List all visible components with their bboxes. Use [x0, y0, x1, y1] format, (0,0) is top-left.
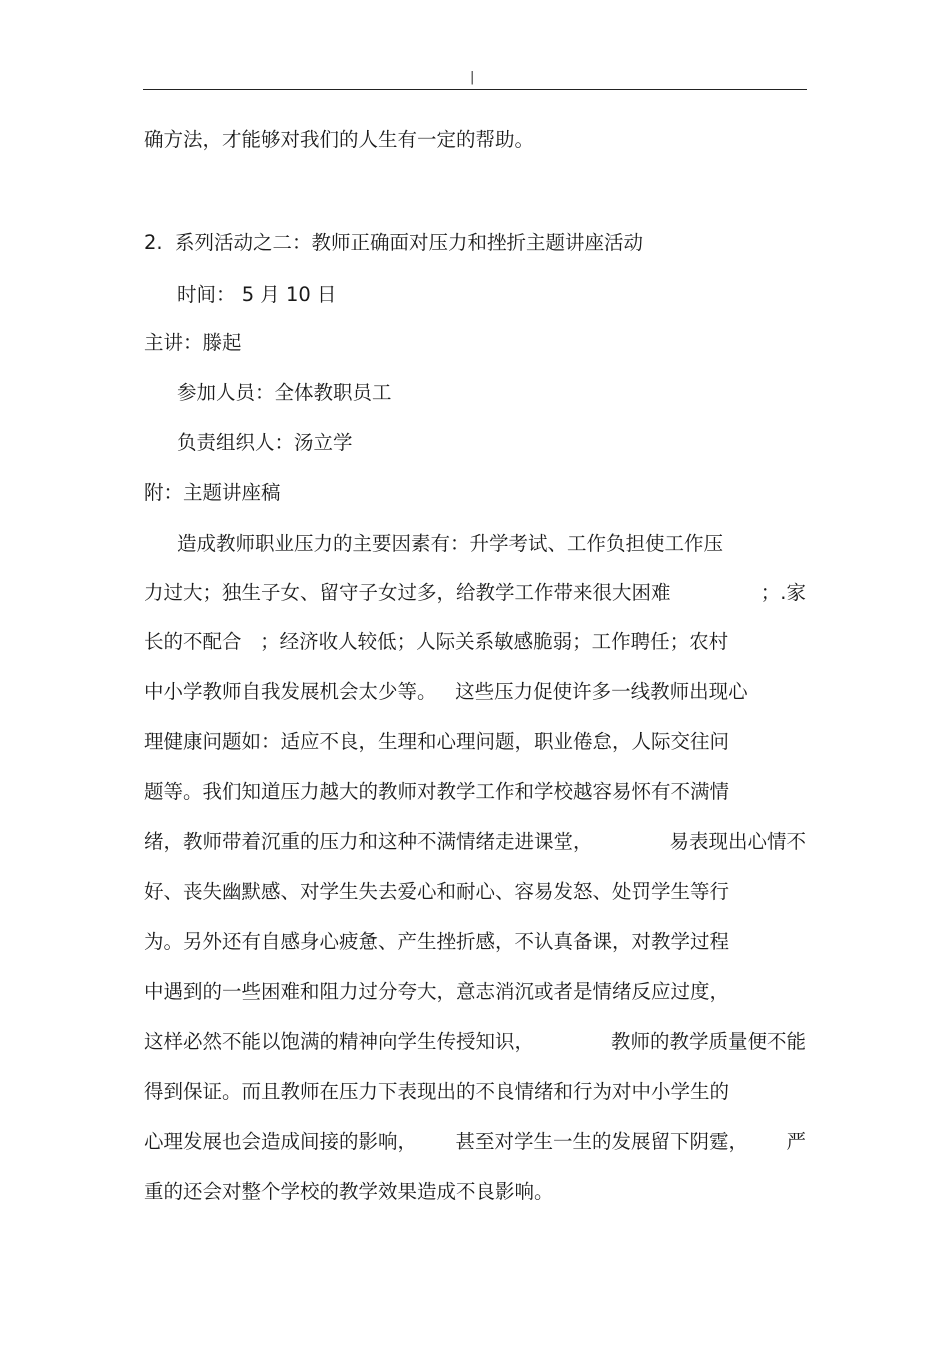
- paragraph-line-11: [144, 1030, 806, 1054]
- paragraph-line-7-part-a: 绪，教师带着沉重的压力和这种不满情绪走进课堂，: [144, 830, 593, 853]
- paragraph-line-10: 中遇到的一些困难和阻力过分夸大，意志消沉或者是情绪反应过度，: [144, 980, 730, 1003]
- speaker-line: 主讲：滕起: [144, 331, 242, 354]
- header-rule: [143, 89, 807, 90]
- paragraph-line-2: [144, 581, 806, 605]
- participants-line: 参加人员：全体教职员工: [177, 381, 392, 404]
- paragraph-line-11-part-b: 教师的教学质量便不能: [610, 1030, 806, 1053]
- paragraph-line-7-part-b: 易表现出心情不: [669, 830, 806, 853]
- section-heading: 2. 系列活动之二：教师正确面对压力和挫折主题讲座活动: [144, 231, 644, 254]
- appendix-line: 附：主题讲座稿: [144, 481, 281, 504]
- paragraph-line-6: 题等。我们知道压力越大的教师对教学工作和学校越容易怀有不满情: [144, 780, 730, 803]
- paragraph-line-12: 得到保证。而且教师在压力下表现出的不良情绪和行为对中小学生的: [144, 1080, 730, 1103]
- paragraph-line-4: 中小学教师自我发展机会太少等。 这些压力促使许多一线教师出现心: [144, 680, 748, 703]
- header-mark: |: [470, 70, 475, 85]
- paragraph-line-2-part-b: ；.家: [760, 581, 806, 604]
- text-line-1: 确方法，才能够对我们的人生有一定的帮助。: [144, 128, 535, 151]
- paragraph-line-13: [144, 1130, 806, 1154]
- organizer-line: 负责组织人：汤立学: [177, 431, 353, 454]
- paragraph-line-8: 好、丧失幽默感、对学生失去爱心和耐心、容易发怒、处罚学生等行: [144, 880, 730, 903]
- paragraph-line-7: [144, 830, 806, 854]
- paragraph-line-5: 理健康问题如：适应不良，生理和心理问题，职业倦怠，人际交往问: [144, 730, 730, 753]
- paragraph-line-3: 长的不配合 ；经济收人较低；人际关系敏感脆弱；工作聘任；农村: [144, 630, 729, 653]
- paragraph-line-13-part-b: 甚至对学生一生的发展留下阴霆，: [455, 1130, 748, 1153]
- paragraph-line-13-part-c: 严: [786, 1130, 806, 1153]
- time-line: 时间： 5 月 10 日: [177, 283, 337, 306]
- paragraph-line-9: 为。另外还有自感身心疲惫、产生挫折感，不认真备课，对教学过程: [144, 930, 730, 953]
- paragraph-line-2-part-a: 力过大；独生子女、留守子女过多，给教学工作带来很大困难: [144, 581, 671, 604]
- paragraph-line-13-part-a: 心理发展也会造成间接的影响，: [144, 1130, 418, 1153]
- paragraph-line-1: 造成教师职业压力的主要因素有：升学考试、工作负担使工作压: [177, 532, 724, 555]
- paragraph-line-14: 重的还会对整个学校的教学效果造成不良影响。: [144, 1180, 554, 1203]
- paragraph-line-11-part-a: 这样必然不能以饱满的精神向学生传授知识，: [144, 1030, 535, 1053]
